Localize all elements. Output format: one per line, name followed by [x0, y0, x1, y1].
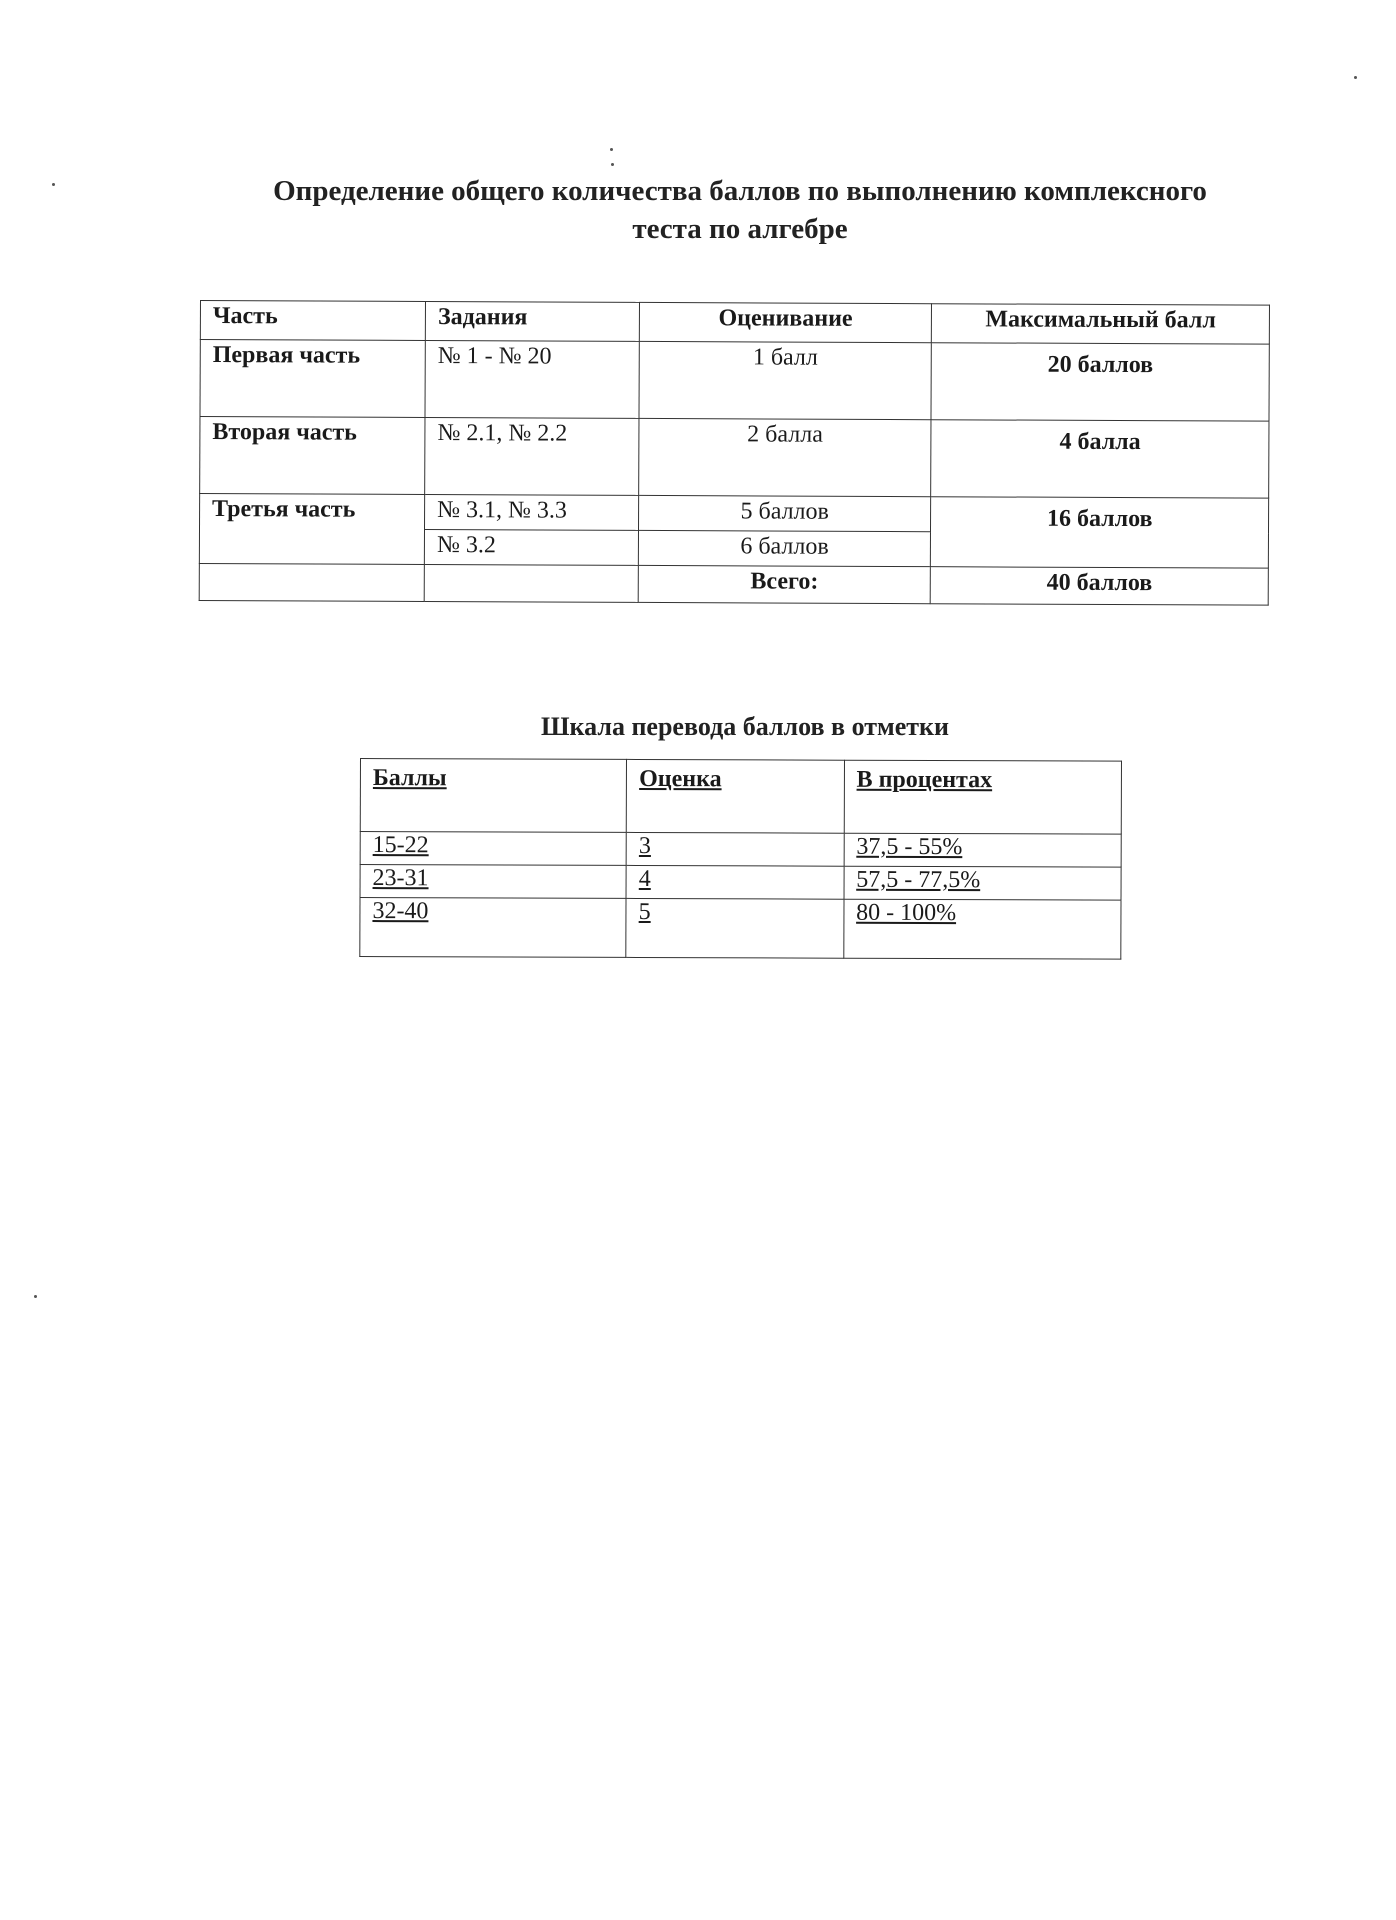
scan-speck: [34, 1295, 37, 1298]
total-row: [199, 563, 1268, 605]
tasks-cell: № 2.1, № 2.2: [425, 417, 639, 495]
total-label: Всего:: [638, 565, 931, 603]
tasks-cell: № 3.1, № 3.3: [425, 494, 639, 530]
grading-cell: 6 баллов: [638, 530, 931, 566]
grade-cell: 3: [626, 832, 844, 866]
grade-cell: 4: [626, 865, 844, 899]
scale-table: [359, 758, 1122, 960]
header-grading: Оценивание: [639, 302, 932, 342]
scale-title: Шкала перевода баллов в отметки: [541, 712, 949, 741]
table-row: [360, 865, 1121, 901]
percent-cell: 37,5 - 55%: [844, 833, 1121, 867]
max-score-cell: 16 баллов: [931, 497, 1269, 568]
header-points: Баллы: [360, 759, 626, 833]
grading-cell: 1 балл: [639, 341, 932, 419]
max-score-cell: 20 баллов: [931, 343, 1269, 421]
points-cell: 15-22: [360, 832, 626, 866]
points-cell: 23-31: [360, 865, 626, 899]
points-cell: 32-40: [360, 898, 626, 958]
grade-cell: 5: [626, 898, 844, 958]
total-value: 40 баллов: [931, 567, 1269, 605]
table-row: [200, 417, 1269, 499]
tasks-cell: № 1 - № 20: [425, 340, 639, 418]
scan-speck: [1354, 76, 1357, 79]
scan-speck: [610, 148, 613, 151]
page-title-line-2: теста по алгебре: [632, 213, 848, 245]
grading-cell: 5 баллов: [638, 495, 931, 531]
page-title: [200, 172, 1280, 248]
scan-speck: [52, 183, 55, 186]
scan-speck: [611, 163, 614, 166]
header-tasks: Задания: [425, 301, 639, 341]
tasks-cell: № 3.2: [424, 529, 638, 565]
empty-cell: [199, 563, 424, 601]
table-row: [200, 340, 1269, 422]
table-row: [360, 898, 1121, 960]
score-table-header-row: [200, 301, 1269, 345]
table-row: [200, 494, 1269, 534]
empty-cell: [424, 564, 638, 602]
score-table: [199, 300, 1270, 606]
table-row: [360, 832, 1121, 868]
max-score-cell: 4 балла: [931, 420, 1269, 498]
header-percent: В процентах: [844, 760, 1122, 834]
part-cell: Вторая часть: [200, 417, 425, 495]
part-cell: Третья часть: [199, 494, 424, 565]
percent-cell: 57,5 - 77,5%: [844, 866, 1121, 900]
scale-table-header-row: [360, 759, 1121, 835]
percent-cell: 80 - 100%: [843, 899, 1121, 959]
part-cell: Первая часть: [200, 340, 425, 418]
header-part: Часть: [200, 301, 425, 341]
header-max-score: Максимальный балл: [932, 304, 1270, 344]
header-grade: Оценка: [626, 759, 844, 833]
page-title-line-1: Определение общего количества баллов по выполнению комплексного: [273, 175, 1207, 207]
grading-cell: 2 балла: [638, 418, 931, 496]
